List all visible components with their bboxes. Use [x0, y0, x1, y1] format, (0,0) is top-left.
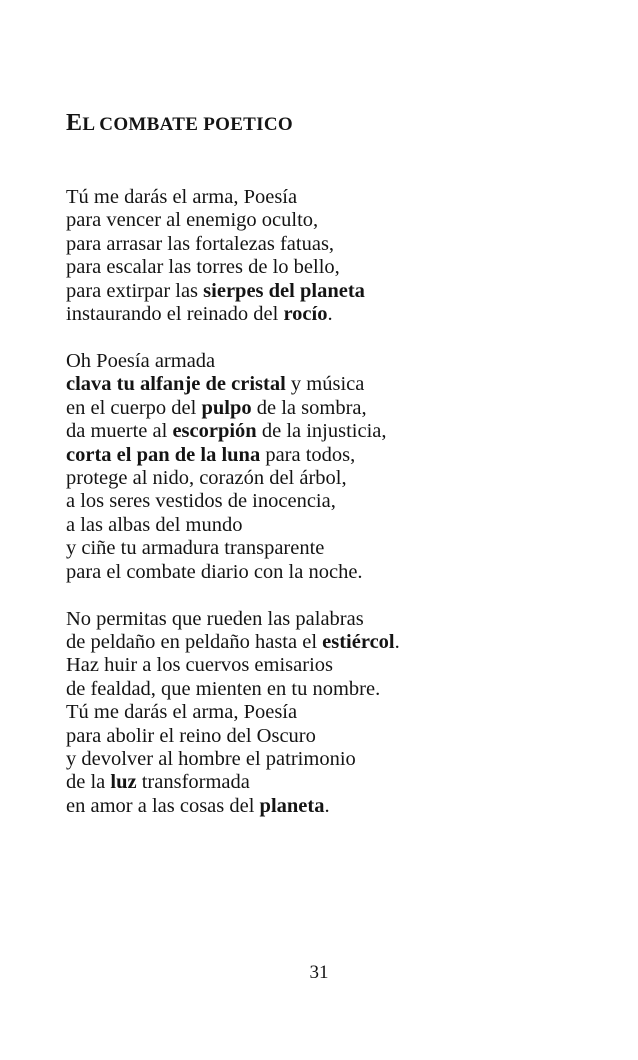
- line-text: para extirpar las: [66, 279, 204, 302]
- line-text: para el combate diario con la noche.: [66, 560, 363, 583]
- line-text: Tú me darás el arma, Poesía: [66, 186, 298, 208]
- line-text: de la sombra,: [251, 396, 367, 419]
- bold-phrase: pulpo: [201, 396, 252, 419]
- line-text: transformada: [136, 771, 250, 794]
- poem-line: [66, 654, 606, 677]
- poem-line: [66, 373, 606, 396]
- line-text: de la injusticia,: [256, 420, 387, 443]
- line-text: para todos,: [260, 443, 356, 466]
- poem-line: [66, 303, 606, 326]
- line-text: para abolir el reino del Oscuro: [66, 724, 316, 747]
- bold-phrase: sierpes del planeta: [203, 279, 365, 302]
- line-text: y música: [285, 373, 365, 396]
- bold-phrase: luz: [110, 771, 137, 794]
- line-text: protege al nido, corazón del árbol,: [66, 466, 347, 489]
- poem-body: [66, 186, 606, 842]
- poem-line: [66, 233, 606, 256]
- bold-phrase: corta el pan de la luna: [66, 443, 261, 466]
- poem-line: [66, 561, 606, 584]
- line-text: .: [394, 630, 400, 653]
- line-text: para escalar las torres de lo bello,: [66, 256, 340, 279]
- line-text: en amor a las cosas del: [66, 794, 260, 817]
- line-text: .: [324, 794, 330, 817]
- poem-line: [66, 795, 606, 818]
- poem-line: [66, 280, 606, 303]
- poem-line: [66, 209, 606, 232]
- poem-line: [66, 420, 606, 443]
- line-text: a los seres vestidos de inocencia,: [66, 490, 336, 513]
- poem-line: [66, 444, 606, 467]
- title-first-word-rest: L: [82, 114, 95, 135]
- bold-phrase: rocío: [283, 303, 328, 326]
- poem-line: [66, 608, 606, 631]
- poem-line: [66, 186, 606, 209]
- line-text: para arrasar las fortalezas fatuas,: [66, 232, 335, 255]
- poem-title: [66, 110, 293, 137]
- bold-phrase: escorpión: [172, 420, 257, 443]
- line-text: instaurando el reinado del: [66, 303, 284, 326]
- stanza: [66, 608, 606, 819]
- stanza: [66, 186, 606, 326]
- poem-line: [66, 467, 606, 490]
- line-text: de la: [66, 771, 111, 794]
- poem-line: [66, 397, 606, 420]
- line-text: Tú me darás el arma, Poesía: [66, 701, 298, 724]
- poem-line: [66, 537, 606, 560]
- title-initial: E: [66, 110, 83, 136]
- line-text: a las albas del mundo: [66, 513, 243, 536]
- poem-line: [66, 748, 606, 771]
- line-text: Oh Poesía armada: [66, 349, 216, 372]
- poem-line: [66, 350, 606, 373]
- stanza: [66, 350, 606, 584]
- line-text: y ciñe tu armadura transparente: [66, 537, 325, 560]
- line-text: da muerte al: [66, 420, 173, 443]
- poem-line: [66, 678, 606, 701]
- line-text: No permitas que rueden las palabras: [66, 607, 364, 630]
- line-text: y devolver al hombre el patrimonio: [66, 747, 356, 770]
- line-text: de fealdad, que mienten en tu nombre.: [66, 677, 381, 700]
- line-text: en el cuerpo del: [66, 396, 202, 419]
- poem-line: [66, 256, 606, 279]
- title-remainder: COMBATE POETICO: [94, 114, 293, 135]
- poem-line: [66, 514, 606, 537]
- poem-line: [66, 771, 606, 794]
- bold-phrase: planeta: [259, 794, 325, 817]
- bold-phrase: estiércol: [322, 630, 395, 653]
- line-text: Haz huir a los cuervos emisarios: [66, 654, 333, 677]
- line-text: para vencer al enemigo oculto,: [66, 209, 319, 232]
- poem-line: [66, 701, 606, 724]
- bold-phrase: clava tu alfanje de cristal: [66, 373, 286, 396]
- line-text: de peldaño en peldaño hasta el: [66, 630, 323, 653]
- poem-line: [66, 490, 606, 513]
- page-number: 31: [309, 962, 329, 983]
- poem-line: [66, 725, 606, 748]
- line-text: .: [327, 303, 333, 326]
- poem-line: [66, 631, 606, 654]
